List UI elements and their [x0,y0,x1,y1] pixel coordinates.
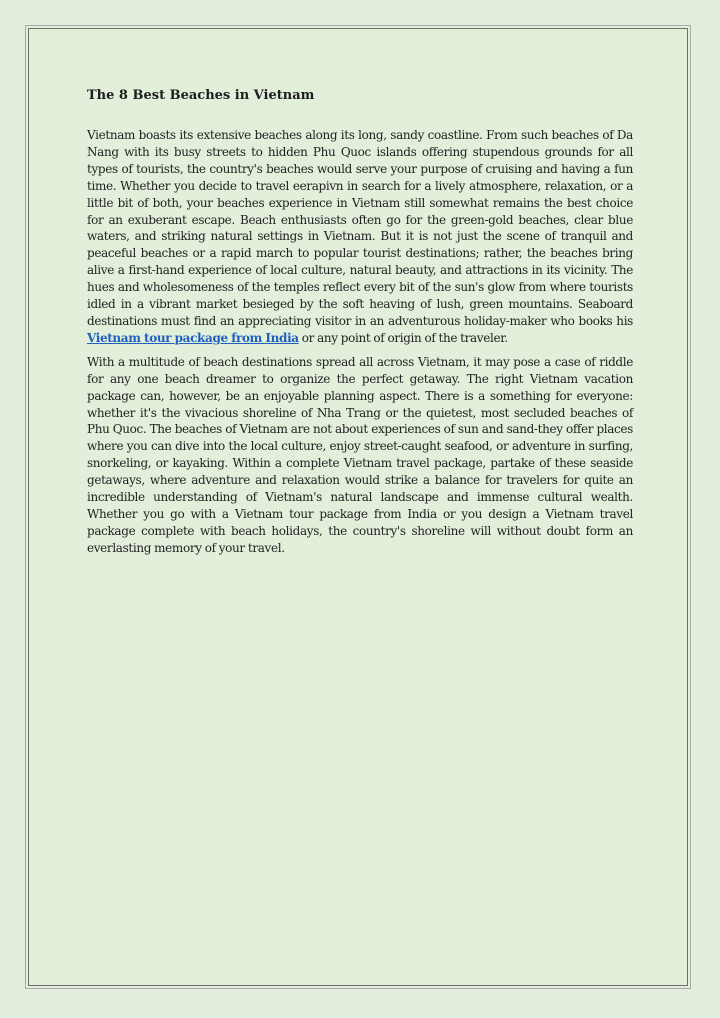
vietnam-tour-package-link[interactable]: Vietnam tour package from India [87,330,299,345]
page-frame [28,28,688,986]
paragraph-1-text: Vietnam boasts its extensive beaches along its long, sandy coastline. From such beaches of Da Nang with its busy streets to hidden Phu Quoc islands offering stupendous grounds for all types of tourists, the country's beaches would serve your purpose of cruising and having a fun time. Whether you decide to travel eerapivn in search for a lively atmosphere, relaxation, or a little bit of both, your beaches experience in Vietnam still somewhat remains the best choice for an exuberant escape. Beach enthusiasts often go for the green-gold beaches, clear blue waters, and striking natural settings in Vietnam. But it is not just the scene of tranquil and peaceful beaches or a rapid march to popular tourist destinations; rather, the beaches bring alive a first-hand experience of local culture, natural beauty, and attractions in its vicinity. The hues and wholesomeness of the temples reflect every bit of the sun's glow from where tourists idled in a vibrant market besieged by the soft heaving of lush, green mountains. Seaboard destinations must find an appreciating visitor in an adventurous holiday-maker who books his [87,128,633,328]
document-title: The 8 Best Beaches in Vietnam [87,88,315,103]
paragraph-1-tail: or any point of origin of the traveler. [298,330,508,345]
document-body [87,87,633,564]
paragraph-2: With a multitude of beach destinations spread all across Vietnam, it may pose a case of riddle for any one beach dreamer to organize the perfect getaway. The right Vietnam vacation package can, however, be an enjoyable planning aspect. There is a something for everyone: whether it's the vivacious shoreline of Nha Trang or the quietest, most secluded beaches of Phu Quoc. The beaches of Vietnam are not about experiences of sun and sand-they offer places where you can dive into the local culture, enjoy street-caught seafood, or adventure in surfing, snorkeling, or kayaking. Within a complete Vietnam travel package, partake of these seaside getaways, where adventure and relaxation would strike a balance for travelers for quite an incredible understanding of Vietnam's natural landscape and immense cultural wealth. Whether you go with a Vietnam tour package from India or you design a Vietnam travel package complete with beach holidays, the country's shoreline will without doubt form an everlasting memory of your travel. [87,354,633,555]
paragraph-1 [87,127,633,347]
